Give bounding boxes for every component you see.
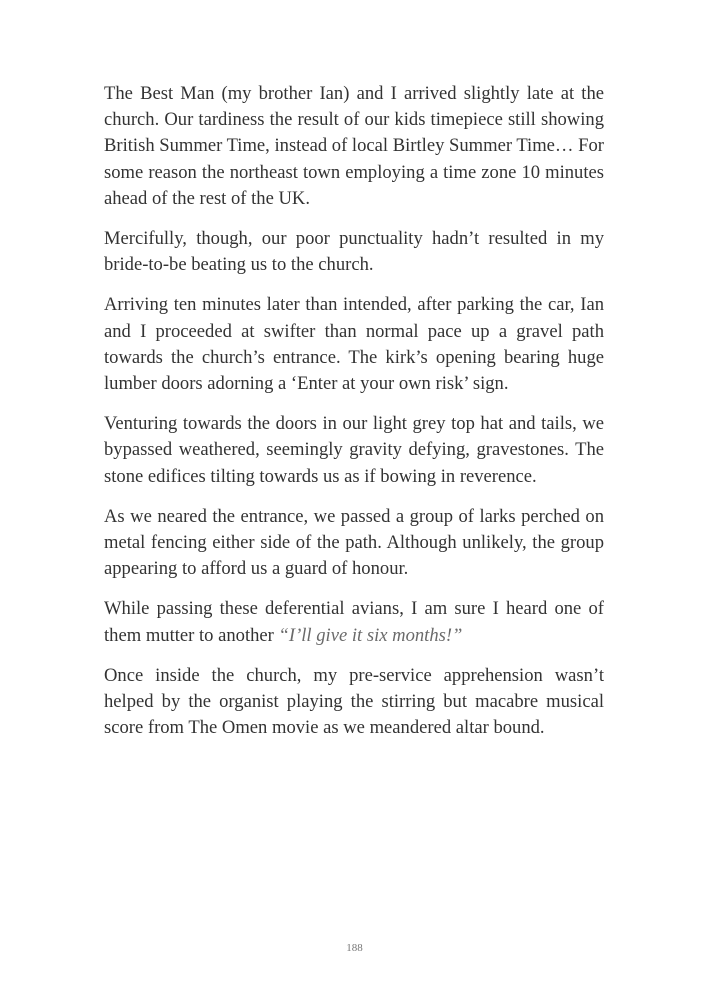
paragraph xyxy=(104,663,604,742)
paragraph-text: Once inside the church, my pre-service apprehension wasn’t helped by the organist playing the stirring but macabre musical score from The Omen movie as we meandered altar bound. xyxy=(104,664,604,739)
paragraph-text: Mercifully, though, our poor punctuality hadn’t resulted in my bride-to-be beating us to the church. xyxy=(104,228,604,276)
paragraph xyxy=(104,292,604,397)
paragraph-text: Venturing towards the doors in our light grey top hat and tails, we bypassed weathered, seemingly gravity defying, gravestones. The stone edifices tilting towards us as if bowing in reverence. xyxy=(104,413,604,487)
paragraph xyxy=(104,226,604,278)
paragraph xyxy=(104,596,604,648)
paragraph-text: While passing these deferential avians, I am sure I heard one of them mutter to another xyxy=(104,598,604,646)
paragraph xyxy=(104,411,604,490)
page-number: 188 xyxy=(346,942,363,954)
body-text xyxy=(104,81,604,755)
paragraph xyxy=(104,81,604,212)
paragraph xyxy=(104,504,604,583)
paragraph-text: As we neared the entrance, we passed a group of larks perched on metal fencing either side of the path. Although unlikely, the group appearing to afford us a guard of honour. xyxy=(104,505,604,580)
paragraph-text: Arriving ten minutes later than intended, after parking the car, Ian and I proceeded at swifter than normal pace up a gravel path towards the church’s entrance. The kirk’s opening bearing huge lumber doors adorning a ‘Enter at your own risk’ sign. xyxy=(104,294,604,395)
italic-quote: “I’ll give it six months!” xyxy=(278,624,463,646)
paragraph-text: The Best Man (my brother Ian) and I arrived slightly late at the church. Our tardiness the result of our kids timepiece still showing British Summer Time, instead of local Birtley Summer Time… For some reason the northeast town employing a time zone 10 minutes ahead of the rest of the UK. xyxy=(104,83,604,209)
